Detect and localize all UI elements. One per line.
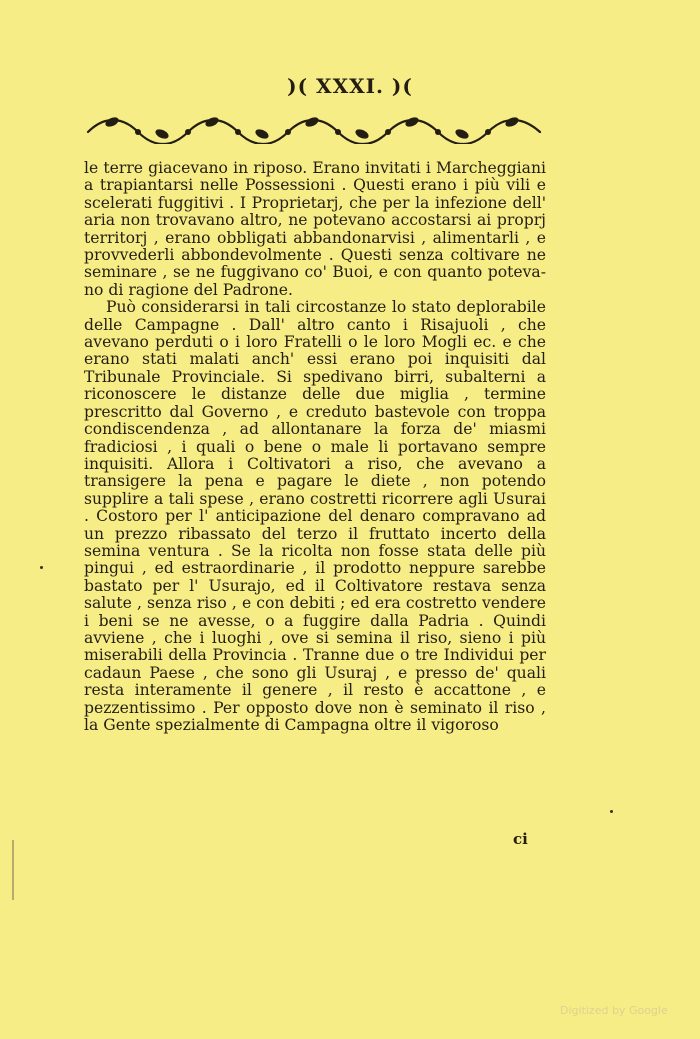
page-number-header: )( XXXI. )(	[287, 74, 413, 98]
watermark: Digitized by Google	[560, 1004, 668, 1017]
ink-speck	[40, 566, 43, 569]
ink-speck	[610, 810, 613, 813]
catchword: ci	[513, 830, 528, 848]
floral-vine-ornament-icon	[84, 110, 544, 144]
paragraph-2: Può considerarsi in tali circostanze lo stato deplorabile delle Campagne . Dall' altro canto i Risajuoli , che avevano perduti o i loro Fratelli o le loro Mogli ec. e che erano stati malati anch' essi erano poi inquisiti dal Tribunale Provinciale. Si spedivano birri, subalterni a riconoscere le distanze delle due miglia , termine prescritto dal Governo , e creduto bastevole con troppa condiscendenza , ad allontanare la forza de' miasmi fradiciosi , i quali o bene o male li portavano sempre inquisiti. Allora i Coltivatori a riso, che avevano a transigere la pena e pagare le diete , non potendo supplire a tali spese , erano costretti ricorrere agli Usurai . Costoro per l' anticipazione del denaro compravano ad un prezzo ribassato del terzo il fruttato incerto della semina ventura . Se la ricolta non fosse stata delle più pingui , ed estraordinarie , il prodotto neppure sarebbe bastato per l' Usurajo, ed il Coltivatore restava senza salute , senza riso , e con debiti ; ed era costretto vendere i beni se ne avesse, o a fuggire dalla Padria . Quindi avviene , che i luoghi , ove si semina il riso, sieno i più miserabili della Provincia . Tranne due o tre Individui per cadaun Paese , che sono gli Usuraj , e presso de' quali resta interamente il genere , il resto è accattone , e pezzentissimo . Per opposto dove non è seminato il riso , la Gente spezialmente di Campagna oltre il vigoroso	[84, 298, 546, 734]
page-edge-shadow	[12, 840, 14, 900]
body-text	[84, 160, 546, 734]
paragraph-1: le terre giacevano in riposo. Erano invitati i Marcheggiani a trapiantarsi nelle Possessioni . Questi erano i più vili e scelerati fuggitivi . I Proprietarj, che per la infezione dell' aria non trovavano altro, ne potevano accostarsi ai proprj territorj , erano obbligati abbandonarvisi , alimentarli , e provvederli abbondevolmente . Questi senza coltivare ne seminare , se ne fuggivano co' Buoi, e con quanto poteva-no di ragione del Padrone.	[84, 159, 546, 299]
